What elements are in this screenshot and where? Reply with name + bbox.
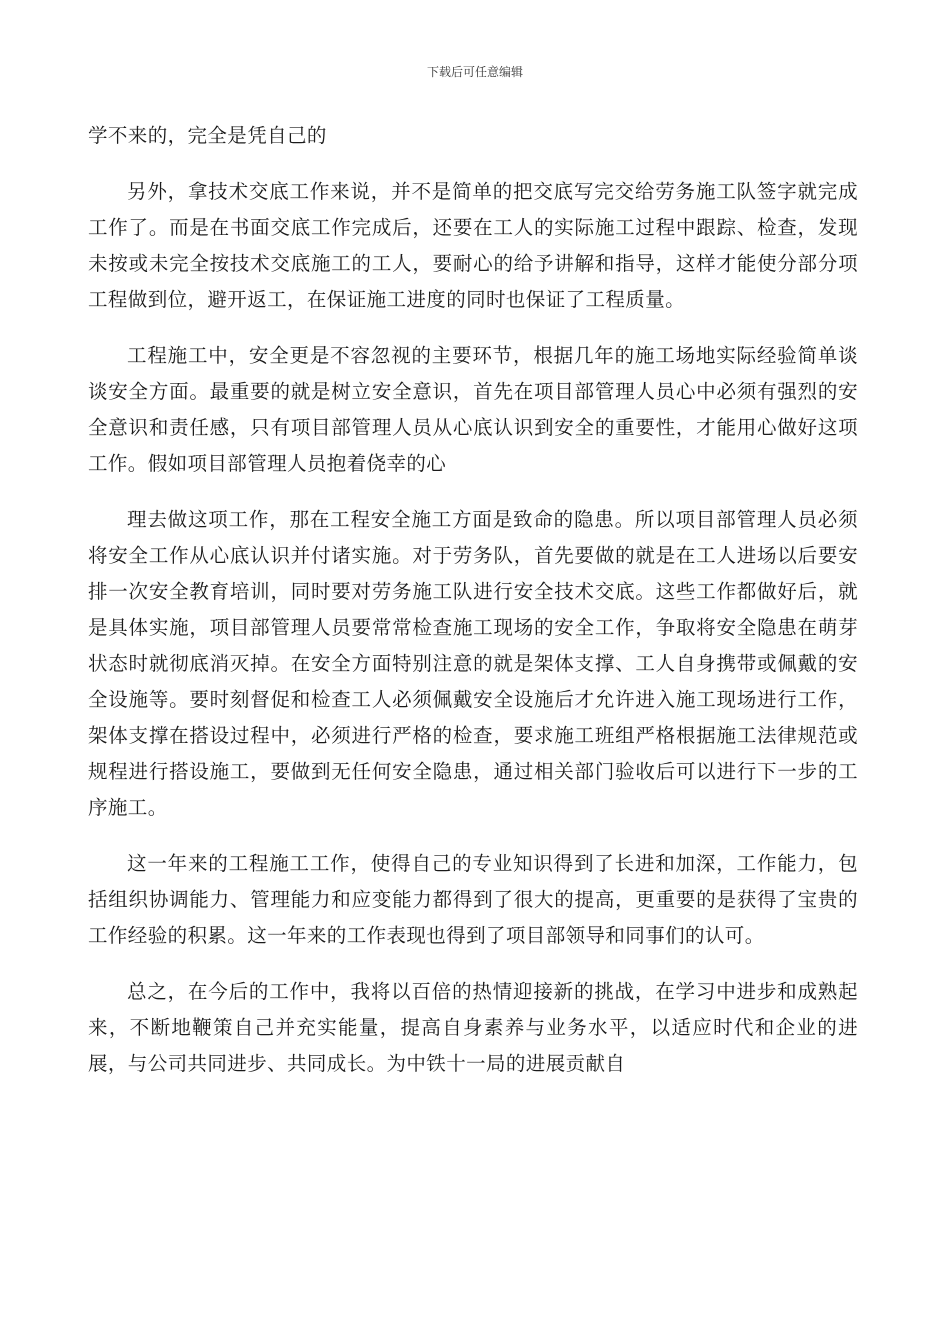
paragraph-4: 理去做这项工作，那在工程安全施工方面是致命的隐患。所以项目部管理人员必须将安全工作从心底认识并付诸实施。对于劳务队，首先要做的就是在工人进场以后要安排一次安全教育培训，同时要对劳务施工队进行安全技术交底。这些工作都做好后，就是具体实施，项目部管理人员要常常检查施工现场的安全工作，争取将安全隐患在萌芽状态时就彻底消灭掉。在安全方面特别注意的就是架体支撑、工人自身携带或佩戴的安全设施等。要时刻督促和检查工人必须佩戴安全设施后才允许进入施工现场进行工作，架体支撑在搭设过程中，必须进行严格的检查，要求施工班组严格根据施工法律规范或规程进行搭设施工，要做到无任何安全隐患，通过相关部门验收后可以进行下一步的工序施工。: [88, 508, 858, 819]
paragraph-2: 另外，拿技术交底工作来说，并不是简单的把交底写完交给劳务施工队签字就完成工作了。而是在书面交底工作完成后，还要在工人的实际施工过程中跟踪、检查，发现未按或未完全按技术交底施工的工人，要耐心的给予讲解和指导，这样才能使分部分项工程做到位，避开返工，在保证施工进度的同时也保证了工程质量。: [88, 180, 858, 311]
page-header: 下载后可任意编辑: [426, 65, 523, 79]
paragraph-6: 总之，在今后的工作中，我将以百倍的热情迎接新的挑战，在学习中进步和成熟起来，不断地鞭策自己并充实能量，提高自身素养与业务水平，以适应时代和企业的进展，与公司共同进步、共同成长。为中铁十一局的进展贡献自: [88, 980, 858, 1075]
paragraph-1: 学不来的，完全是凭自己的: [88, 124, 327, 147]
paragraph-5: 这一年来的工程施工工作，使得自己的专业知识得到了长进和加深，工作能力，包括组织协调能力、管理能力和应变能力都得到了很大的提高，更重要的是获得了宝贵的工作经验的积累。这一年来的工作表现也得到了项目部领导和同事们的认可。: [88, 852, 858, 947]
document-body: [88, 118, 858, 1102]
paragraph-3: 工程施工中，安全更是不容忽视的主要环节，根据几年的施工场地实际经验简单谈谈安全方面。最重要的就是树立安全意识，首先在项目部管理人员心中必须有强烈的安全意识和责任感，只有项目部管理人员从心底认识到安全的重要性，才能用心做好这项工作。假如项目部管理人员抱着侥幸的心: [88, 344, 858, 475]
